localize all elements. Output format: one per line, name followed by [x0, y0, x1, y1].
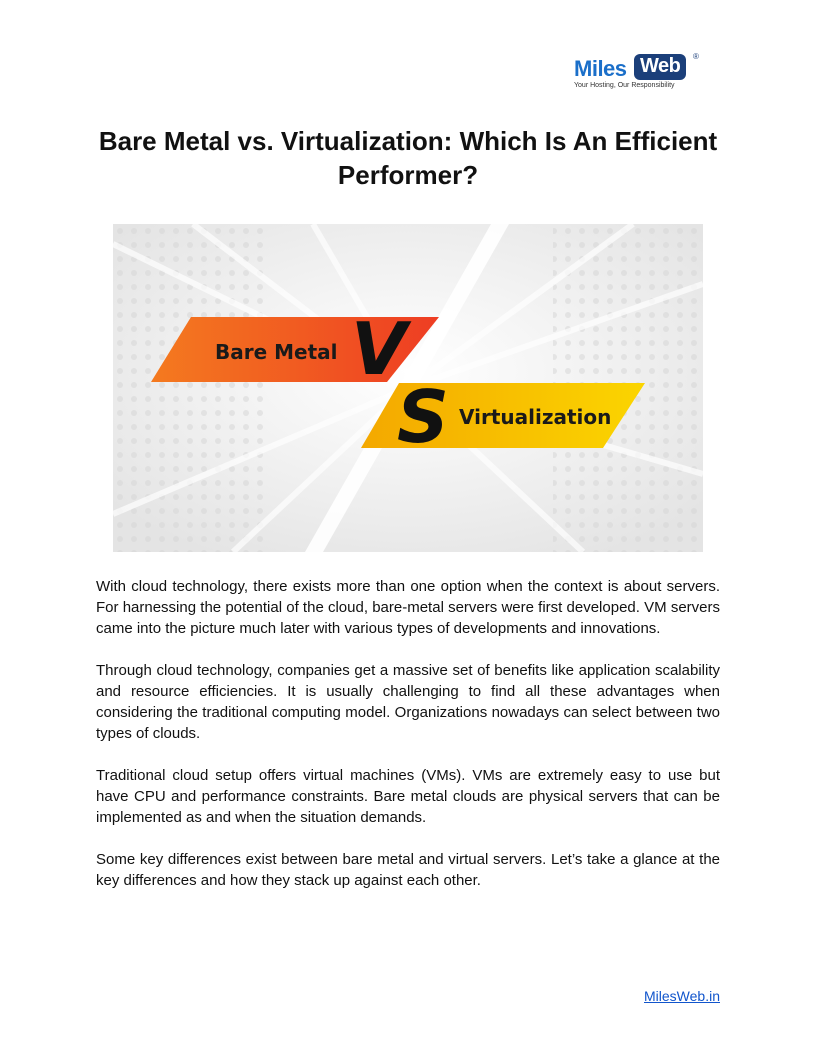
paragraph-3: Traditional cloud setup offers virtual machines (VMs). VMs are extremely easy to use but have CPU and performance constraints. Bare metal clouds are physical servers that can be implemented as and when the situation demands. [96, 767, 720, 826]
milesweb-logo [572, 52, 706, 94]
virtualization-label: Virtualization [459, 405, 612, 429]
logo-web-text: Web [634, 54, 686, 80]
letter-v: V [351, 307, 407, 391]
document-title: Bare Metal vs. Virtualization: Which Is An Efficient Performer? [98, 126, 718, 190]
logo-miles-text: Miles [574, 56, 627, 81]
paragraph-2: Through cloud technology, companies get a massive set of benefits like application scalability and resource efficiencies. It is usually challenging to find all these advantages when considering the traditional computing model. Organizations nowadays can select between two types of clouds. [96, 662, 720, 742]
logo-tagline: Your Hosting, Our Responsibility [574, 82, 675, 89]
registered-mark: ® [693, 52, 699, 61]
footer-link[interactable]: MilesWeb.in [644, 988, 720, 1004]
paragraph-4: Some key differences exist between bare metal and virtual servers. Let’s take a glance at the key differences and how they stack up against each other. [96, 851, 720, 889]
paragraph-1: With cloud technology, there exists more than one option when the context is about servers. For harnessing the potential of the cloud, bare-metal servers were first developed. VM servers came into the picture much later with various types of developments and innovations. [96, 578, 720, 637]
letter-s: S [397, 375, 449, 459]
hero-image [113, 224, 703, 552]
body-text [96, 576, 720, 912]
bare-metal-label: Bare Metal [215, 340, 338, 364]
